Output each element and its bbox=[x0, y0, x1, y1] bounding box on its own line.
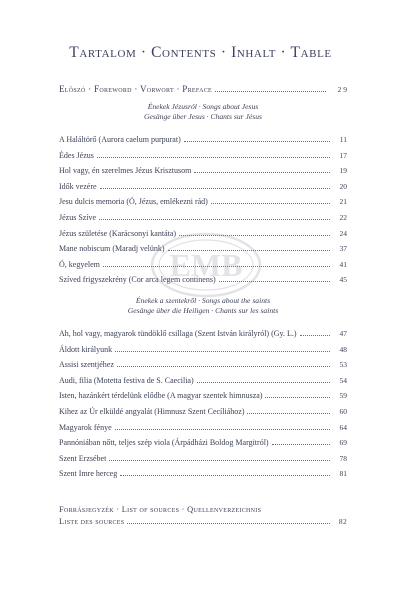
toc-entry-title: Áldott királyunk bbox=[59, 344, 113, 354]
sources-page: 82 bbox=[338, 517, 347, 526]
toc-entry[interactable] bbox=[59, 376, 347, 385]
section-heading-line: Gesänge über die Heiligen · Chants sur les saints bbox=[127, 306, 279, 315]
toc-entry-title: Magyarok fénye bbox=[59, 422, 112, 432]
toc-entry[interactable] bbox=[59, 469, 347, 478]
toc-entry-page: 17 bbox=[339, 150, 347, 160]
toc-entry-page: 24 bbox=[339, 228, 347, 238]
toc-entry-page: 37 bbox=[339, 244, 347, 254]
toc-entry[interactable] bbox=[59, 423, 347, 432]
toc-entry-title: Audi, filia (Motetta festiva de S. Caecilia) bbox=[59, 375, 194, 385]
toc-entry-page: 45 bbox=[339, 275, 347, 285]
toc-entry-page: 53 bbox=[339, 360, 347, 370]
leader-dots bbox=[184, 135, 330, 142]
leader-dots bbox=[247, 407, 330, 414]
toc-entry[interactable] bbox=[59, 135, 347, 144]
section-heading-line: Énekek a szentekről · Songs about the saints bbox=[135, 296, 271, 305]
section-heading-saints bbox=[59, 296, 347, 316]
leader-dots bbox=[120, 469, 330, 476]
toc-entry-title: Jesu dulcis memoria (Ó, Jézus, emlékezni rád) bbox=[59, 197, 208, 207]
toc-entry-page: 48 bbox=[339, 344, 347, 354]
toc-entry-page: 69 bbox=[339, 438, 347, 448]
sources-label-2: Liste des sources bbox=[59, 517, 125, 526]
toc-entry-page: 20 bbox=[339, 181, 347, 191]
leader-dots bbox=[215, 85, 326, 92]
toc-entry[interactable] bbox=[59, 182, 347, 191]
toc-entry[interactable] bbox=[59, 391, 347, 400]
toc-entry[interactable] bbox=[59, 329, 347, 338]
preface-entry[interactable] bbox=[59, 84, 347, 94]
toc-entry-title: A Haláltörő (Aurora caelum purpurat) bbox=[59, 135, 181, 144]
leader-dots bbox=[127, 517, 330, 524]
toc-entry-page: 11 bbox=[339, 135, 347, 144]
leader-dots bbox=[115, 423, 330, 430]
leader-dots bbox=[194, 166, 330, 173]
toc-entry-page: 78 bbox=[339, 453, 347, 463]
toc-entry-title: Édes Jézus bbox=[59, 150, 94, 160]
page-title: Tartalom · Contents · Inhalt · Table bbox=[69, 44, 332, 61]
toc-entry[interactable] bbox=[59, 454, 347, 463]
toc-entry-title: Hol vagy, én szerelmes Jézus Krisztusom bbox=[59, 166, 192, 176]
toc-entry-title: Ó, kegyelem bbox=[59, 259, 100, 269]
toc-entry-title: Szent Imre herceg bbox=[59, 469, 118, 479]
preface-label: Előszó · Foreword · Vorwort · Preface bbox=[59, 84, 212, 94]
toc-entry-title: Jézus Szíve bbox=[59, 213, 97, 222]
leader-dots bbox=[100, 182, 330, 189]
toc-entry-page: 47 bbox=[339, 329, 347, 338]
toc-entry-page: 59 bbox=[339, 391, 347, 401]
leader-dots bbox=[197, 376, 330, 383]
toc-entry-page: 21 bbox=[339, 197, 347, 207]
toc-entry-title: Pannóniában nőtt, teljes szép viola (Árpádházi Boldog Margitról) bbox=[59, 438, 269, 448]
toc-entry-title: Jézus születése (Karácsonyi kantáta) bbox=[59, 228, 177, 238]
toc-entry-page: 60 bbox=[339, 407, 347, 416]
toc-entry-page: 41 bbox=[339, 259, 347, 269]
toc-entry[interactable] bbox=[59, 345, 347, 354]
preface-page: 2 9 bbox=[337, 85, 347, 94]
emb-watermark-logo bbox=[150, 232, 262, 298]
leader-dots bbox=[115, 345, 330, 352]
leader-dots bbox=[265, 391, 330, 398]
toc-entry-page: 54 bbox=[339, 375, 347, 385]
toc-entry-title: Szíved frigyszekrény (Cor arca legem continens) bbox=[59, 275, 216, 285]
sources-label: Forrásjegyzék · List of sources · Quellenverzeichnis bbox=[59, 505, 262, 514]
toc-entry-page: 22 bbox=[339, 213, 347, 222]
watermark-text: EMB bbox=[169, 247, 243, 283]
leader-dots bbox=[211, 197, 330, 204]
toc-entry[interactable] bbox=[59, 360, 347, 369]
section-heading-line: Énekek Jézusról · Songs about Jesus bbox=[147, 102, 259, 111]
toc-entry[interactable] bbox=[59, 438, 347, 447]
leader-dots bbox=[117, 360, 330, 367]
toc-entry[interactable] bbox=[59, 151, 347, 160]
leader-dots bbox=[272, 438, 330, 445]
toc-entry-title: Kihez az Úr elküldé angyalát (Himnusz Szent Cecíliához) bbox=[59, 407, 245, 416]
toc-entry[interactable] bbox=[59, 197, 347, 206]
leader-dots bbox=[109, 454, 330, 461]
toc-entry-title: Idők vezére bbox=[59, 181, 97, 191]
toc-entry-title: Szent Erzsébet bbox=[59, 453, 107, 463]
toc-entry-title: Assisi szentjéhez bbox=[59, 360, 114, 370]
sources-entry[interactable] bbox=[59, 505, 347, 529]
toc-entry-page: 64 bbox=[339, 422, 347, 432]
leader-dots bbox=[300, 329, 330, 336]
leader-dots bbox=[97, 151, 330, 158]
leader-dots bbox=[99, 213, 330, 220]
toc-entry[interactable] bbox=[59, 407, 347, 416]
toc-entry[interactable] bbox=[59, 166, 347, 175]
section-heading-jesus bbox=[59, 102, 347, 122]
toc-entry-title: Ah, hol vagy, magyarok tündöklő csillaga (Szent István királyról) (Gy. L.) bbox=[59, 329, 297, 338]
section-heading-line: Gesänge über Jesus · Chants sur Jésus bbox=[144, 112, 262, 121]
toc-entry-page: 81 bbox=[339, 469, 347, 479]
toc-entry-page: 19 bbox=[339, 166, 347, 176]
toc-entry-title: Isten, hazánkért térdelünk elődbe (A magyar szentek himnusza) bbox=[59, 391, 263, 401]
toc-entry[interactable] bbox=[59, 213, 347, 222]
toc-entry-title: Mane nobiscum (Maradj velünk) bbox=[59, 244, 165, 254]
